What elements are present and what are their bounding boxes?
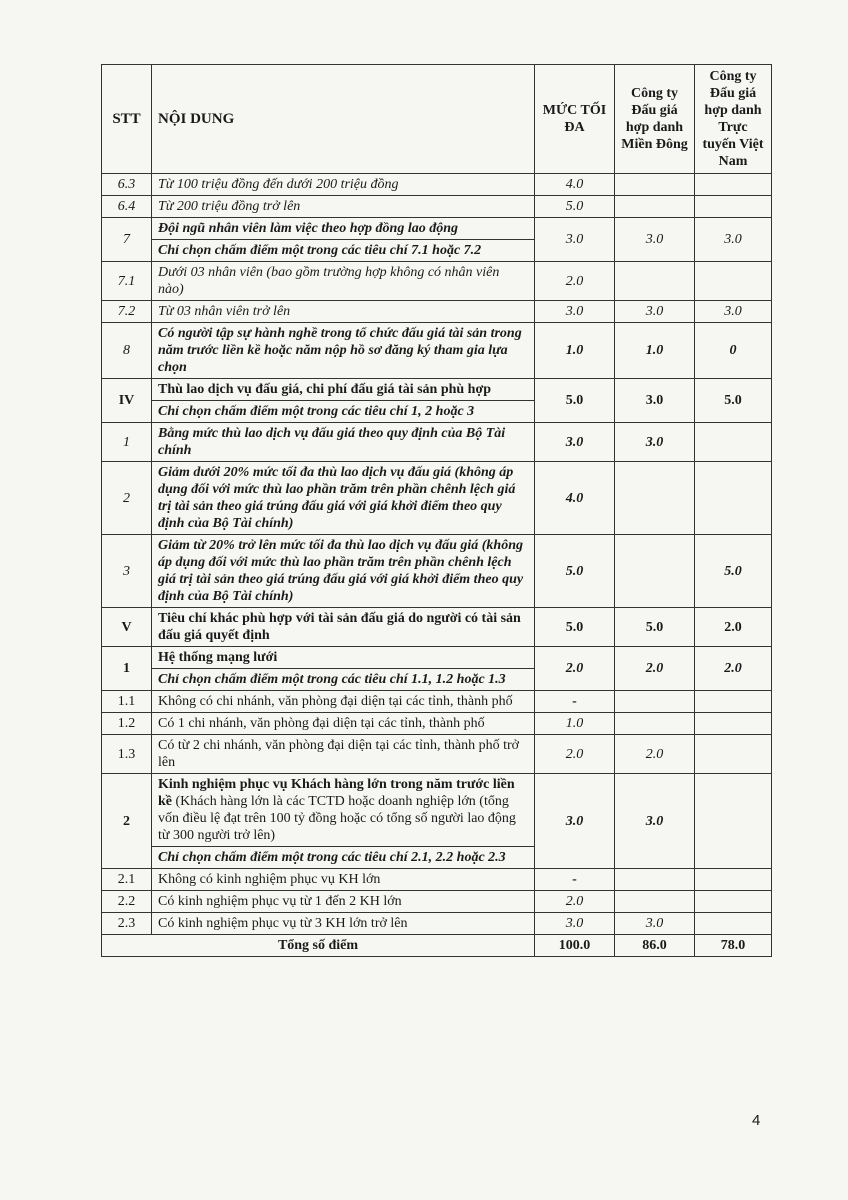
row-score-a [615,713,695,735]
table-header-row [102,65,772,174]
row-stt: 2.1 [102,869,152,891]
table-row [102,774,772,847]
row-stt: 6.4 [102,196,152,218]
row-score-b [695,262,772,301]
row-score-b [695,869,772,891]
row-score-a: 3.0 [615,423,695,462]
row-max: 2.0 [535,262,615,301]
row-score-b [695,774,772,869]
row-max: - [535,691,615,713]
header-company-b: Công ty Đấu giá hợp danh Trực tuyến Việt Nam [695,65,772,174]
row-score-b: 2.0 [695,647,772,691]
row-max: 3.0 [535,218,615,262]
row-content: Có 1 chi nhánh, văn phòng đại diện tại các tỉnh, thành phố [152,713,535,735]
row-stt: 2.2 [102,891,152,913]
row-content: Có kinh nghiệm phục vụ từ 3 KH lớn trở lên [152,913,535,935]
table-row [102,869,772,891]
table-row [102,713,772,735]
header-company-a: Công ty Đấu giá hợp danh Miền Đông [615,65,695,174]
row-stt: 7.1 [102,262,152,301]
table-row [102,535,772,608]
row-content: Từ 100 triệu đồng đến dưới 200 triệu đồng [152,174,535,196]
row-content-rest: (Khách hàng lớn là các TCTD hoặc doanh nghiệp lớn (tổng vốn điều lệ đạt trên 100 tỷ đồng hoặc có tổng số người lao động từ 300 người trở lên) [158,794,516,843]
row-stt: 2 [102,774,152,869]
row-max: 5.0 [535,379,615,423]
row-stt: 6.3 [102,174,152,196]
row-stt: 8 [102,323,152,379]
table-row [102,174,772,196]
row-stt: 1.2 [102,713,152,735]
row-content: Tiêu chí khác phù hợp với tài sản đấu giá do người có tài sản đấu giá quyết định [152,608,535,647]
row-content: Có người tập sự hành nghề trong tổ chức đấu giá tài sản trong năm trước liền kề hoặc năm nộp hồ sơ đăng ký tham gia lựa chọn [152,323,535,379]
table-row [102,913,772,935]
row-score-a: 3.0 [615,379,695,423]
row-score-b [695,891,772,913]
total-max: 100.0 [535,935,615,957]
row-score-a: 3.0 [615,774,695,869]
row-content: Không có chi nhánh, văn phòng đại diện tại các tỉnh, thành phố [152,691,535,713]
header-stt: STT [102,65,152,174]
table-row [102,608,772,647]
row-stt: V [102,608,152,647]
row-score-b: 0 [695,323,772,379]
row-max: 3.0 [535,774,615,869]
row-stt: 7.2 [102,301,152,323]
row-content [152,774,535,847]
row-content: Giảm dưới 20% mức tối đa thù lao dịch vụ đấu giá (không áp dụng đối với mức thù lao phần trăm trên phần chênh lệch giá trị tài sản theo giá trúng đấu giá với giá khởi điểm theo quy định của Bộ Tài chính) [152,462,535,535]
row-note: Chỉ chọn chấm điểm một trong các tiêu chí 7.1 hoặc 7.2 [152,240,535,262]
row-score-b [695,735,772,774]
row-score-a: 3.0 [615,913,695,935]
row-content: Giảm từ 20% trở lên mức tối đa thù lao dịch vụ đấu giá (không áp dụng đối với mức thù lao phần trăm trên phần chênh lệch giá trị tài sản theo giá trúng đấu giá với giá khởi điểm theo quy định của Bộ Tài chính) [152,535,535,608]
row-max: 2.0 [535,647,615,691]
row-stt: 1 [102,423,152,462]
row-content: Hệ thống mạng lưới [152,647,535,669]
row-score-a [615,262,695,301]
page-number: 4 [752,1112,761,1129]
table-row [102,262,772,301]
row-score-a [615,196,695,218]
row-score-a: 1.0 [615,323,695,379]
total-row [102,935,772,957]
row-stt: IV [102,379,152,423]
scoring-table [101,64,772,957]
row-score-a [615,174,695,196]
table-row [102,218,772,240]
row-score-a: 5.0 [615,608,695,647]
table-row [102,891,772,913]
row-stt: 1 [102,647,152,691]
row-max: 5.0 [535,196,615,218]
row-max: 5.0 [535,608,615,647]
row-score-a: 3.0 [615,218,695,262]
row-max: 3.0 [535,301,615,323]
table-row [102,735,772,774]
row-max: 4.0 [535,462,615,535]
row-content: Thù lao dịch vụ đấu giá, chi phí đấu giá tài sản phù hợp [152,379,535,401]
row-stt: 1.1 [102,691,152,713]
row-score-b: 3.0 [695,218,772,262]
row-score-b [695,691,772,713]
row-content: Bằng mức thù lao dịch vụ đấu giá theo quy định của Bộ Tài chính [152,423,535,462]
row-score-b [695,196,772,218]
row-score-b: 2.0 [695,608,772,647]
row-max: 3.0 [535,423,615,462]
header-content: NỘI DUNG [152,65,535,174]
row-stt: 7 [102,218,152,262]
row-score-b: 3.0 [695,301,772,323]
row-score-b [695,462,772,535]
total-score-a: 86.0 [615,935,695,957]
row-score-a: 3.0 [615,301,695,323]
row-max: 2.0 [535,735,615,774]
row-score-b [695,174,772,196]
row-max: - [535,869,615,891]
table-row [102,647,772,669]
row-score-b: 5.0 [695,535,772,608]
row-score-a [615,535,695,608]
row-content: Có từ 2 chi nhánh, văn phòng đại diện tại các tỉnh, thành phố trở lên [152,735,535,774]
row-score-b [695,423,772,462]
row-max: 1.0 [535,713,615,735]
row-content: Không có kinh nghiệm phục vụ KH lớn [152,869,535,891]
table-row [102,462,772,535]
row-score-a [615,891,695,913]
table-row [102,423,772,462]
row-content: Từ 03 nhân viên trở lên [152,301,535,323]
table-row [102,691,772,713]
table-row [102,196,772,218]
row-stt: 1.3 [102,735,152,774]
row-score-a [615,869,695,891]
header-max: MỨC TỐI ĐA [535,65,615,174]
row-max: 3.0 [535,913,615,935]
row-score-b [695,713,772,735]
row-stt: 2.3 [102,913,152,935]
row-score-a [615,691,695,713]
row-max: 1.0 [535,323,615,379]
row-note: Chỉ chọn chấm điểm một trong các tiêu chí 1, 2 hoặc 3 [152,401,535,423]
row-stt: 3 [102,535,152,608]
row-max: 5.0 [535,535,615,608]
row-note: Chỉ chọn chấm điểm một trong các tiêu chí 2.1, 2.2 hoặc 2.3 [152,847,535,869]
row-max: 2.0 [535,891,615,913]
table-row [102,323,772,379]
row-max: 4.0 [535,174,615,196]
row-score-a [615,462,695,535]
row-content-bold: Kinh nghiệm phục vụ Khách hàng lớn trong năm trước liền kề [158,777,515,809]
row-note: Chỉ chọn chấm điểm một trong các tiêu chí 1.1, 1.2 hoặc 1.3 [152,669,535,691]
row-stt: 2 [102,462,152,535]
row-score-a: 2.0 [615,735,695,774]
row-content: Từ 200 triệu đồng trở lên [152,196,535,218]
table-row [102,301,772,323]
row-content: Có kinh nghiệm phục vụ từ 1 đến 2 KH lớn [152,891,535,913]
total-score-b: 78.0 [695,935,772,957]
row-content: Dưới 03 nhân viên (bao gồm trường hợp không có nhân viên nào) [152,262,535,301]
row-score-b: 5.0 [695,379,772,423]
row-score-b [695,913,772,935]
total-label: Tổng số điểm [102,935,535,957]
table-row [102,379,772,401]
row-score-a: 2.0 [615,647,695,691]
row-content: Đội ngũ nhân viên làm việc theo hợp đồng lao động [152,218,535,240]
